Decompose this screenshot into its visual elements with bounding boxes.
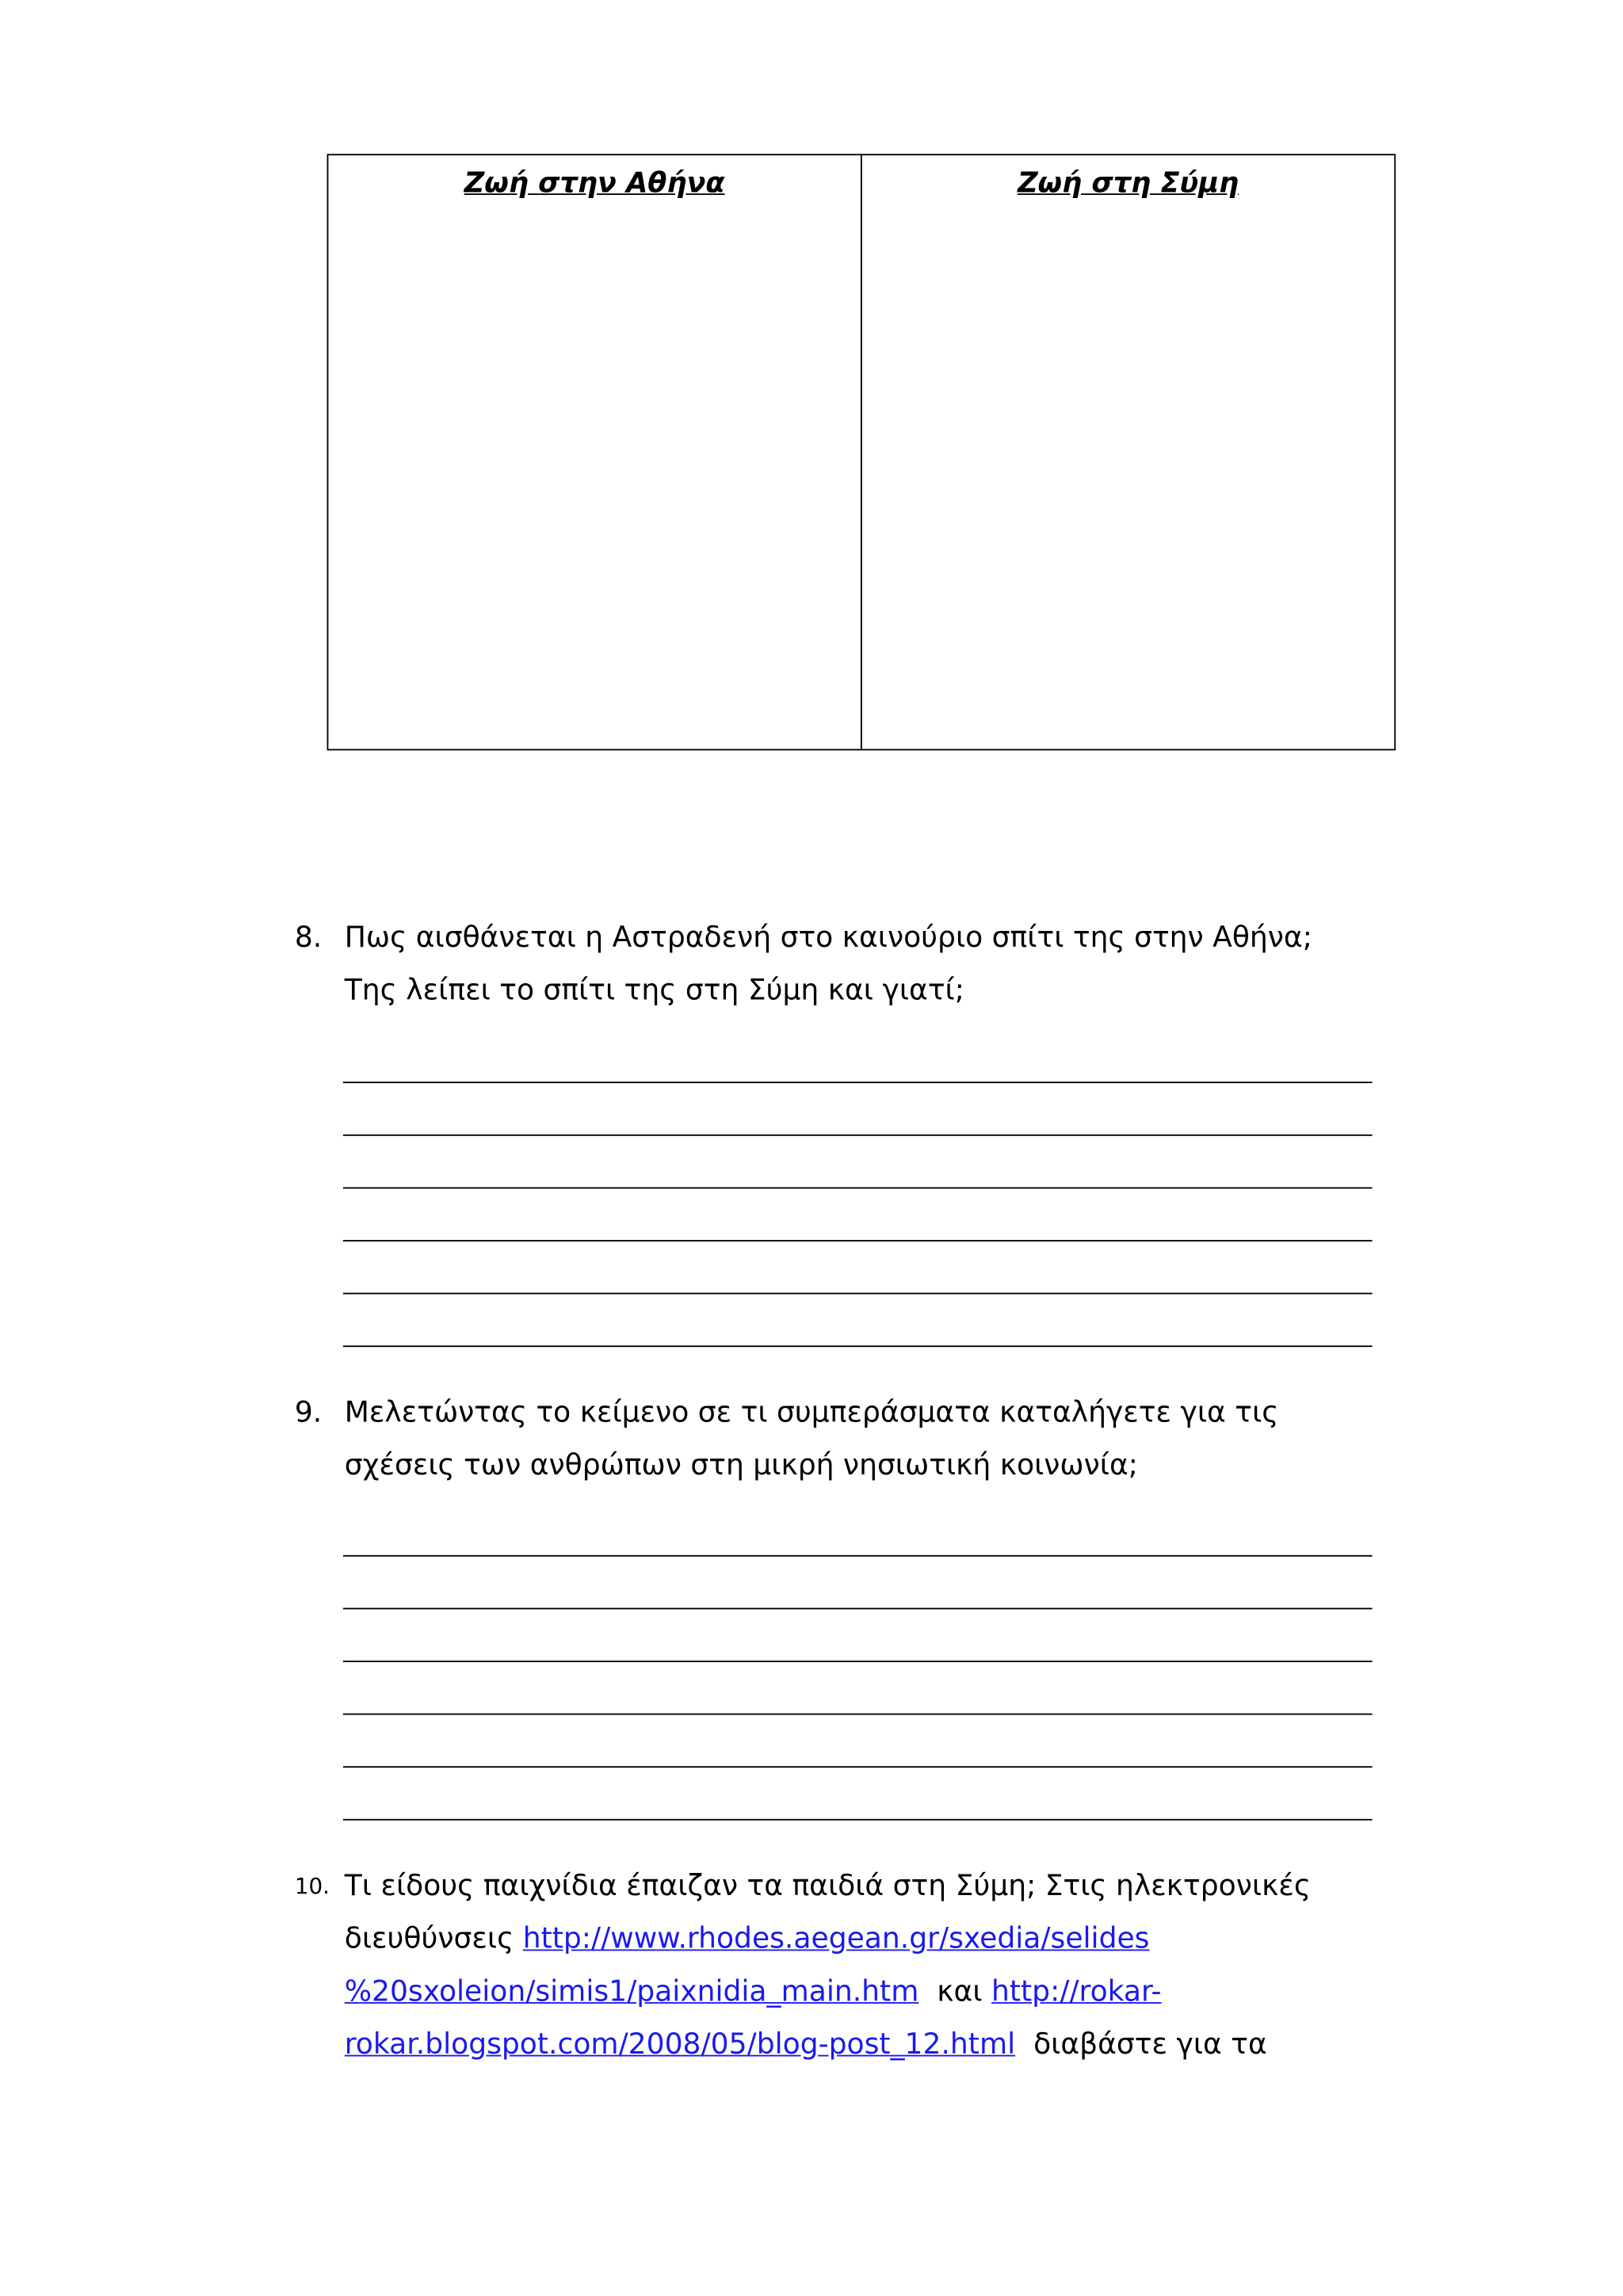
question-text: διευθύνσεις: [344, 1921, 523, 1955]
symi-column: [861, 155, 1394, 749]
question-number: 10.: [294, 1873, 330, 1900]
link-rokar-blog-cont[interactable]: rokar.blogspot.com/2008/05/blog-post_12.html: [344, 2027, 1016, 2061]
answer-line[interactable]: [343, 1555, 1373, 1557]
link-rhodes-aegean-cont[interactable]: %20sxoleion/simis1/paixnidia_main.htm: [344, 1974, 919, 2008]
athens-column: [328, 155, 861, 749]
question-text-line: Τι είδους παιχνίδια έπαιζαν τα παιδιά στη Σύμη; Στις ηλεκτρονικές: [344, 1868, 1312, 1903]
question-text-line: σχέσεις των ανθρώπων στη μικρή νησιωτική κοινωνία;: [344, 1447, 1138, 1482]
answer-line[interactable]: [343, 1766, 1373, 1768]
question-9: [295, 1386, 1342, 1492]
question-number: 9.: [294, 1395, 323, 1429]
question-number: 8.: [294, 920, 323, 955]
question-text-line: [345, 1966, 1342, 2019]
link-rokar-blog[interactable]: http://rokar-: [991, 1974, 1162, 2008]
answer-line[interactable]: [343, 1819, 1373, 1821]
comparison-table: [327, 154, 1396, 750]
athens-column-header: Ζωή στην Αθήνα: [464, 166, 725, 200]
answer-line[interactable]: [343, 1240, 1373, 1241]
answer-line[interactable]: [343, 1293, 1373, 1295]
question-10: [295, 1860, 1342, 2071]
answer-line[interactable]: [343, 1081, 1373, 1083]
question-text-line: Της λείπει το σπίτι της στη Σύμη και γιατί;: [344, 973, 964, 1007]
connector-text: και: [937, 1974, 983, 2008]
question-text: διαβάστε για τα: [1033, 2027, 1267, 2061]
link-rhodes-aegean[interactable]: http://www.rhodes.aegean.gr/sxedia/selides: [522, 1921, 1150, 1955]
question-text-line: Πως αισθάνεται η Αστραδενή στο καινούριο σπίτι της στην Αθήνα;: [344, 920, 1312, 955]
answer-line[interactable]: [343, 1188, 1373, 1189]
question-text-line: [345, 2018, 1342, 2071]
answer-line[interactable]: [343, 1661, 1373, 1662]
question-text-line: [345, 1913, 1342, 1966]
answer-line[interactable]: [343, 1135, 1373, 1136]
symi-column-header: Ζωή στη Σύμη: [1018, 166, 1239, 200]
answer-line[interactable]: [343, 1608, 1373, 1609]
answer-line[interactable]: [343, 1345, 1373, 1347]
question-text-line: Μελετώντας το κείμενο σε τι συμπεράσματα καταλήγετε για τις: [344, 1395, 1279, 1429]
question-8: [295, 912, 1342, 1017]
answer-line[interactable]: [343, 1714, 1373, 1715]
